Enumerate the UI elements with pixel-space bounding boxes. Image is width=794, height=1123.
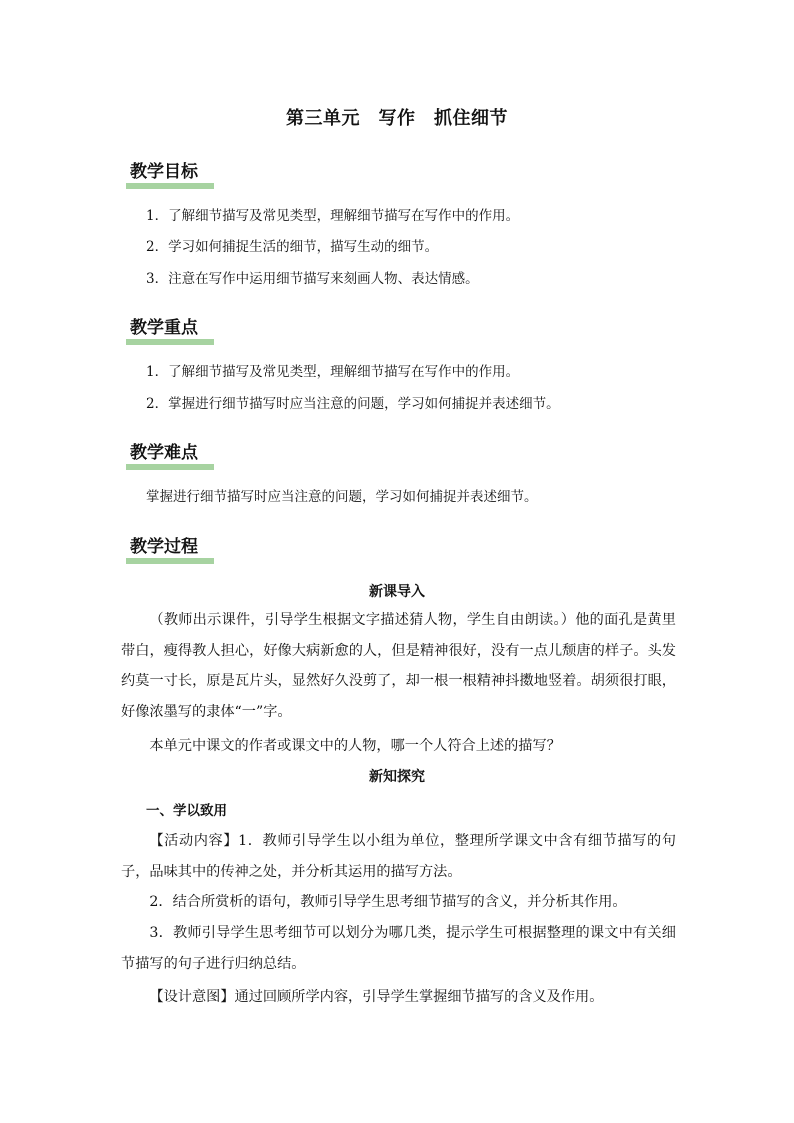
section-heading-label: 教学重点 xyxy=(130,318,198,338)
intro-question: 本单元中课文的作者或课文中的人物，哪一个人符合上述的描写？ xyxy=(149,738,561,754)
intro-heading: 新课导入 xyxy=(369,584,425,600)
design-intent-paragraph: 【设计意图】通过回顾所学内容，引导学生掌握细节描写的含义及作用。 xyxy=(149,989,604,1005)
document-title: 第三单元 写作 抓住细节 xyxy=(286,108,508,129)
key-point-item: 1．了解细节描写及常见类型，理解细节描写在写作中的作用。 xyxy=(146,364,520,380)
section-heading-key-points xyxy=(126,316,198,346)
activity-paragraph: 2．结合所赏析的语句，教师引导学生思考细节描写的含义，并分析其作用。 xyxy=(149,894,627,910)
intro-paragraph: （教师出示课件，引导学生根据文字描述猜人物，学生自由朗读。）他的面孔是黄里带白，瘦得教人担心，好像大病新愈的人，但是精神很好，没有一点儿颓唐的样子。头发约莫一寸长，原是瓦片头，显然好久没剪了，却一根一根精神抖擞地竖着。胡须很打眼，好像浓墨写的隶体“一”字。 xyxy=(121,612,676,720)
activity-paragraph: 【活动内容】1．教师引导学生以小组为单位，整理所学课文中含有细节描写的句子，品味其中的传神之处，并分析其运用的描写方法。 xyxy=(121,833,676,880)
section-heading-difficulties xyxy=(126,441,198,471)
objective-item: 2．学习如何捕捉生活的细节，描写生动的细节。 xyxy=(146,239,439,255)
activity-paragraph: 3．教师引导学生思考细节可以划分为哪几类，提示学生可根据整理的课文中有关细节描写的句子进行归纳总结。 xyxy=(121,925,676,972)
sub-heading-apply: 一、学以致用 xyxy=(146,803,227,819)
section-heading-objectives xyxy=(126,160,198,190)
objective-item: 1．了解细节描写及常见类型，理解细节描写在写作中的作用。 xyxy=(146,208,520,224)
key-point-item: 2．掌握进行细节描写时应当注意的问题，学习如何捕捉并表述细节。 xyxy=(146,396,560,412)
section-heading-label: 教学目标 xyxy=(130,162,198,182)
explore-heading: 新知探究 xyxy=(369,769,425,785)
difficulty-text: 掌握进行细节描写时应当注意的问题，学习如何捕捉并表述细节。 xyxy=(146,489,538,505)
section-heading-process xyxy=(126,535,198,565)
section-heading-label: 教学过程 xyxy=(130,537,198,557)
section-heading-label: 教学难点 xyxy=(130,443,198,463)
objective-item: 3．注意在写作中运用细节描写来刻画人物、表达情感。 xyxy=(146,271,479,287)
